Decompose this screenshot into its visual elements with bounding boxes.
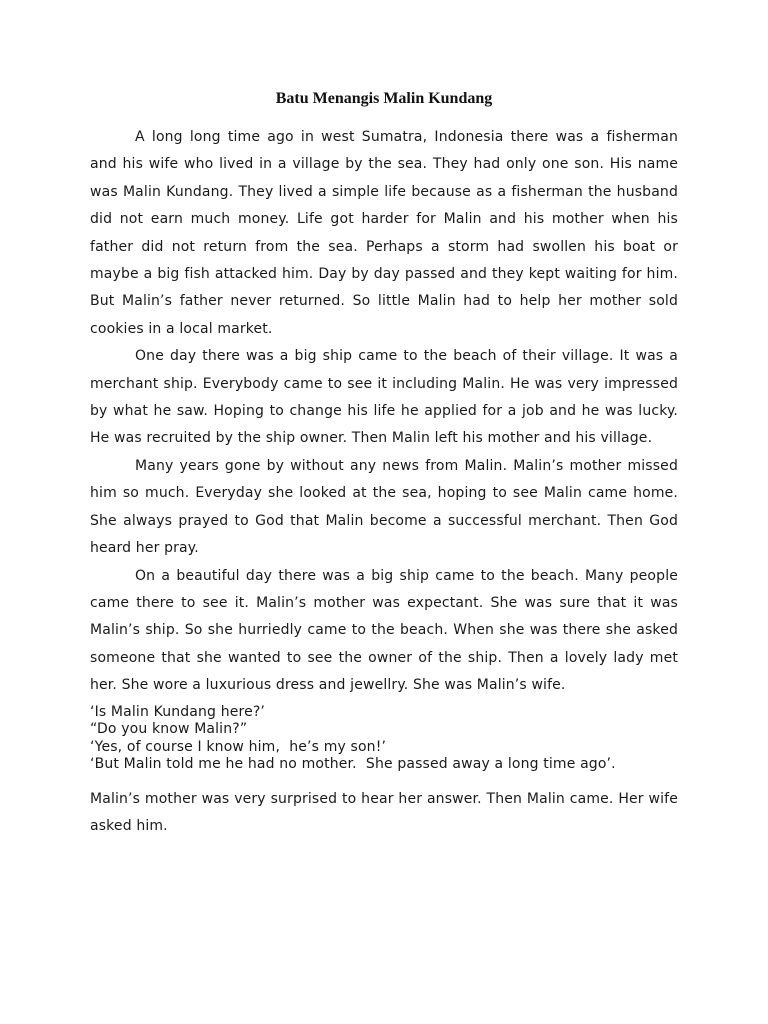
dialogue-block [90, 704, 678, 774]
document-title: Batu Menangis Malin Kundang [275, 90, 493, 107]
paragraph: Many years gone by without any news from Malin. Malin’s mother missed him so much. Everyday she looked at the sea, hoping to see Malin came home. She always prayed to God that Malin become a successful merchant. Then God heard her pray. [90, 457, 678, 557]
dialogue-line: ‘Is Malin Kundang here?’ [90, 703, 266, 720]
paragraph: One day there was a big ship came to the beach of their village. It was a merchant ship. Everybody came to see it including Malin. He was very impressed by what he saw. Hoping to change his life he applied for a job and he was lucky. He was recruited by the ship owner. Then Malin left his mother and his village. [90, 348, 678, 447]
closing-paragraph: Malin’s mother was very surprised to hear her answer. Then Malin came. Her wife asked him. [90, 790, 678, 834]
document-body [90, 124, 678, 840]
paragraph: On a beautiful day there was a big ship came to the beach. Many people came there to see it. Malin’s mother was expectant. She was sure that it was Malin’s ship. So she hurriedly came to the beach. When she was there she asked someone that she wanted to see the owner of the ship. Then a lovely lady met her. She wore a luxurious dress and jewellry. She was Malin’s wife. [90, 567, 678, 694]
paragraph: A long long time ago in west Sumatra, Indonesia there was a fisherman and his wife who lived in a village by the sea. They had only one son. His name was Malin Kundang. They lived a simple life because as a fisherman the husband did not earn much money. Life got harder for Malin and his mother when his father did not return from the sea. Perhaps a storm had swollen his boat or maybe a big fish attacked him. Day by day passed and they kept waiting for him. But Malin’s father never returned. So little Malin had to help her mother sold cookies in a local market. [90, 129, 678, 337]
dialogue-line: “Do you know Malin?” [90, 721, 248, 738]
dialogue-line: ‘But Malin told me he had no mother. She passed away a long time ago’. [90, 756, 616, 773]
dialogue-line: ‘Yes, of course I know him, he’s my son!’ [90, 738, 387, 755]
